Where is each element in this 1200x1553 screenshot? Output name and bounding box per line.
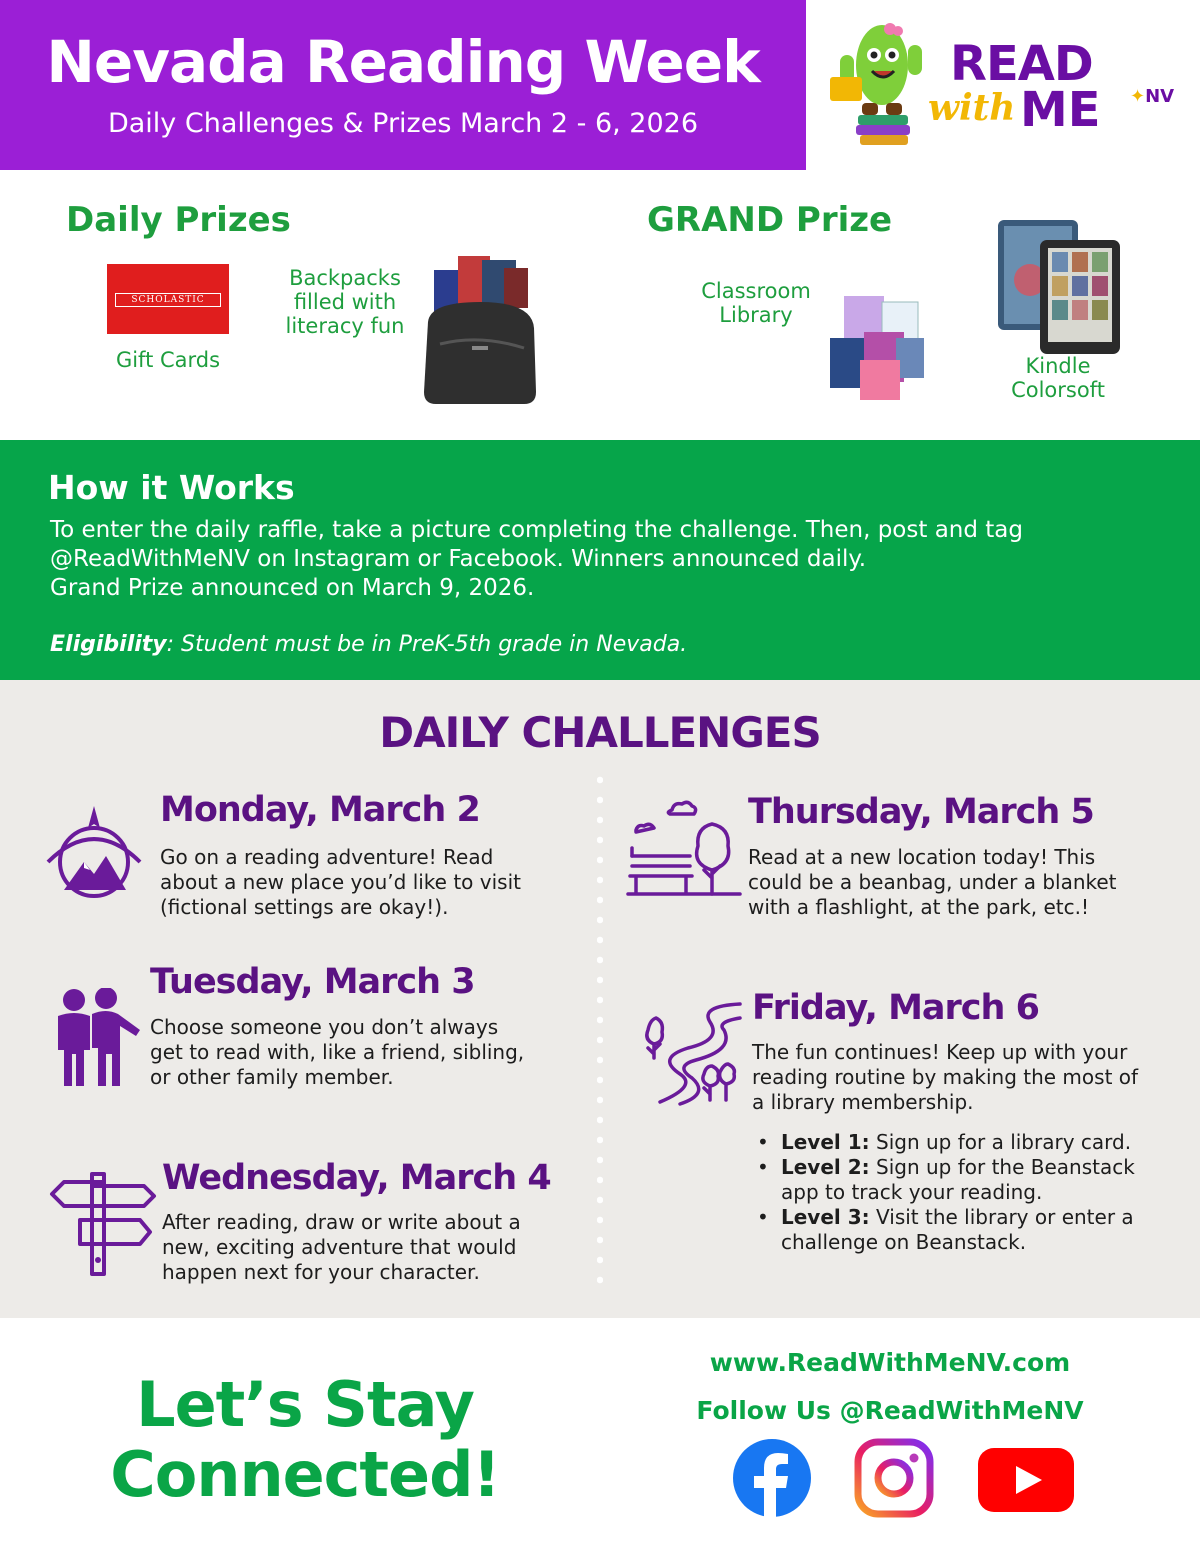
wednesday-heading: Wednesday, March 4 [162, 1158, 551, 1198]
library-levels-list [755, 1130, 1175, 1255]
backpacks-caption: Backpacks filled with literacy fun [285, 266, 405, 338]
wednesday-text: After reading, draw or write about a new, exciting adventure that would happen next for your character. [162, 1210, 521, 1284]
how-it-works-heading: How it Works [48, 468, 295, 507]
book-stack-image [826, 292, 930, 402]
two-people-icon [48, 988, 144, 1088]
signpost-icon [48, 1172, 158, 1278]
tuesday-text: Choose someone you don’t always get to read with, like a friend, sibling, or other family member. [150, 1015, 525, 1089]
page-title: Nevada Reading Week [46, 28, 760, 96]
classroom-library-caption: Classroom Library [701, 279, 811, 327]
grand-prize-heading: GRAND Prize [647, 200, 893, 240]
daily-challenges-heading: DAILY CHALLENGES [379, 708, 821, 757]
read-with-me-logo [820, 10, 1190, 160]
instagram-icon[interactable] [854, 1438, 934, 1518]
lets-stay-connected-heading: Let’s Stay Connected! [110, 1368, 500, 1511]
logo-with-text: with [928, 87, 1016, 129]
level-2-item: • Level 2: Sign up for the Beanstack app to track your reading. [755, 1155, 1175, 1205]
scholastic-label: SCHOLASTIC [115, 293, 221, 307]
youtube-icon[interactable] [976, 1438, 1076, 1518]
page-subtitle: Daily Challenges & Prizes March 2 - 6, 2026 [107, 108, 699, 139]
logo-me-text: ME [1020, 82, 1101, 138]
facebook-icon[interactable] [732, 1438, 812, 1518]
eligibility-text: Eligibility: Student must be in PreK-5th grade in Nevada. [50, 632, 688, 657]
thursday-text: Read at a new location today! This could be a beanbag, under a blanket with a flashlight, at the park, etc.! [748, 845, 1117, 919]
backpack-image [420, 252, 540, 408]
winding-road-icon [640, 1000, 746, 1106]
friday-text: The fun continues! Keep up with your reading routine by making the most of a library membership. [752, 1040, 1139, 1114]
follow-us-text: Follow Us @ReadWithMeNV [696, 1396, 1084, 1425]
kindle-colorsoft-image [996, 220, 1124, 358]
tuesday-heading: Tuesday, March 3 [150, 962, 475, 1002]
scholastic-gift-card [107, 264, 229, 334]
daily-prizes-heading: Daily Prizes [66, 200, 291, 240]
column-divider [597, 770, 603, 1290]
how-it-works-text: To enter the daily raffle, take a picture completing the challenge. Then, post and tag @ReadWithMeNV on Instagram or Facebook. Winners announced daily. Grand Prize announced on March 9, 2026. [50, 517, 1023, 601]
website-link[interactable]: www.ReadWithMeNV.com [709, 1348, 1071, 1377]
compass-mountain-icon [38, 806, 150, 908]
gift-cards-caption: Gift Cards [115, 348, 221, 372]
logo-read-text: READ [950, 36, 1093, 92]
monday-heading: Monday, March 2 [160, 790, 480, 830]
thursday-heading: Thursday, March 5 [748, 792, 1094, 832]
how-it-works-section [0, 440, 1200, 680]
level-1-item: • Level 1: Sign up for a library card. [755, 1130, 1175, 1155]
park-bench-icon [626, 800, 742, 898]
level-3-item: • Level 3: Visit the library or enter a challenge on Beanstack. [755, 1205, 1175, 1255]
kindle-caption: Kindle Colorsoft [1011, 354, 1105, 402]
monday-text: Go on a reading adventure! Read about a new place you’d like to visit (fictional settings are okay!). [160, 845, 521, 919]
logo-nv-text: ✦NV [1130, 86, 1175, 107]
friday-heading: Friday, March 6 [752, 988, 1040, 1028]
cactus-mascot-icon [820, 15, 930, 150]
